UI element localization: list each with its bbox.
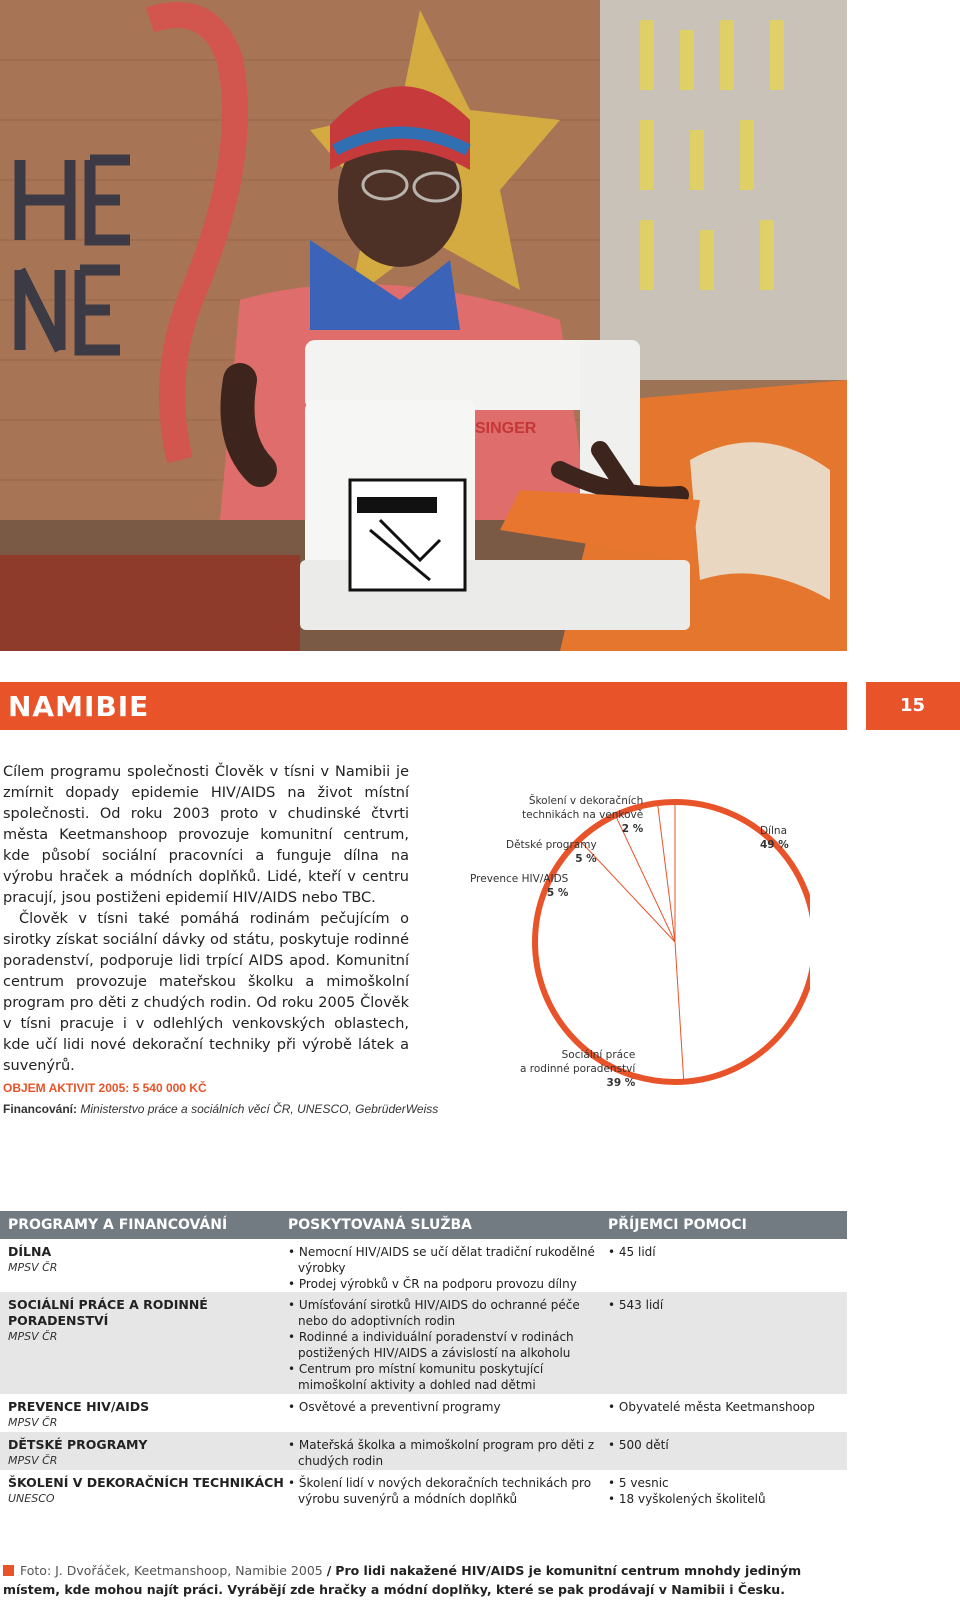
program-name: DÍLNA [8,1244,52,1259]
table-row [0,1432,847,1470]
intro-text [3,762,409,1077]
service-item: • Centrum pro místní komunitu poskytující mimoškolní aktivity a dohled nad dětmi [288,1362,544,1392]
header-recipients: PŘÍJEMCI POMOCI [608,1217,747,1233]
label-detske-line-1: Dětské programy [506,839,597,851]
label-prevence-line-1: Prevence HIV/AIDS [470,873,569,885]
label-prevence [470,872,568,900]
machine-brand-label: SINGER [475,420,537,437]
service-item: • Nemocní HIV/AIDS se učí dělat tradiční rukodělné výrobky [288,1245,595,1275]
funding-line [3,1102,438,1116]
label-socialni [520,1048,635,1090]
funding-label: Financování: [3,1102,78,1116]
caption-source: Foto: J. Dvořáček, Keetmanshoop, Namibie 2005 [20,1563,323,1578]
pie-slice-boundary [675,942,684,1082]
program-funder: MPSV ČR [8,1454,58,1467]
label-skoleni-line-2: technikách na venkově [522,809,644,821]
label-dilna [760,824,789,852]
label-skoleni [522,794,643,836]
recipient-item: • 45 lidí [608,1245,656,1259]
program-name: SOCIÁLNÍ PRÁCE A RODINNÉ PORADENSTVÍ [8,1297,208,1328]
label-dilna-value: 49 % [760,839,789,851]
activity-volume: OBJEM AKTIVIT 2005: 5 540 000 KČ [3,1081,207,1095]
label-skoleni-value: 2 % [621,823,644,835]
label-detske [506,838,597,866]
label-socialni-line-1: Sociální práce [561,1049,636,1061]
recipient-item: • 500 dětí [608,1438,669,1452]
intro-paragraph-2: Člověk v tísni také pomáhá rodinám pečujícím o sirotky získat sociální dávky od státu, poskytuje rodinné poradenství, podporuje lidi trpící AIDS apod. Komunitní centrum provozuje mateřskou školku a mimoškolní program pro děti z chudých rodin. Od roku 2005 Člověk v tísni pracuje i v odlehlých venkovských oblastech, kde učí lidi nové dekorační techniky při výrobě látek a suvenýrů. [3,911,409,1074]
label-prevence-value: 5 % [546,887,569,899]
table-header [0,1211,847,1239]
label-socialni-value: 39 % [606,1077,636,1089]
table-row [0,1470,847,1514]
label-dilna-line-1: Dílna [760,825,788,837]
service-item: • Školení lidí v nových dekoračních technikách pro výrobu suvenýrů a módních doplňků [288,1476,592,1506]
pie-slice-boundary [658,803,676,942]
hero-photo [0,0,847,651]
recipient-item: • Obyvatelé města Keetmanshoop [608,1400,815,1414]
table-row [0,1394,847,1432]
section-title: NAMIBIE [8,690,150,723]
service-item: • Mateřská školka a mimoškolní program pro děti z chudých rodin [288,1438,595,1468]
page-number: 15 [900,695,926,716]
program-funder: UNESCO [8,1492,55,1505]
service-item: • Prodej výrobků v ČR na podporu provozu dílny [288,1277,577,1291]
recipient-item: • 543 lidí [608,1298,664,1312]
table-row [0,1239,847,1292]
program-table [0,1211,847,1514]
recipient-item: • 5 vesnic [608,1476,669,1490]
label-skoleni-line-1: Školení v dekoračních [528,795,644,807]
header-services: POSKYTOVANÁ SLUŽBA [288,1217,472,1233]
program-name: PREVENCE HIV/AIDS [8,1399,150,1414]
header-programs: PROGRAMY A FINANCOVÁNÍ [8,1217,228,1233]
service-item: • Rodinné a individuální poradenství v rodinách postižených HIV/AIDS a závislostí na alkoholu [288,1330,574,1360]
section-title-bar [0,682,847,730]
label-socialni-line-2: a rodinné poradenství [520,1063,636,1075]
page-number-box [866,682,960,730]
table-row [0,1292,847,1394]
intro-paragraph-1: Cílem programu společnosti Člověk v tísni v Namibii je zmírnit dopady epidemie HIV/AIDS na život místní společnosti. Od roku 2003 proto v chudinské čtvrti města Keetmanshoop provozuje komunitní centrum, kde působí sociální pracovníci a funguje dílna na výrobu hraček a módních doplňků. Lidé, kteří v centru pracují, jsou postiženi epidemií HIV/AIDS nebo TBC. [3,764,409,906]
caption-text: Pro lidi nakažené HIV/AIDS je komunitní centrum mnohdy jediným místem, kde mohou najít práci. Vyrábějí zde hračky a módní doplňky, které se pak prodávají v Namibii i Česku. [3,1563,802,1597]
budget-pie-chart [470,780,810,1100]
recipient-item: • 18 vyškolených školitelů [608,1492,766,1506]
photo-caption [3,1561,843,1599]
service-item: • Umísťování sirotků HIV/AIDS do ochranné péče nebo do adoptivních rodin [288,1298,580,1328]
funding-text: Ministerstvo práce a sociálních věcí ČR, UNESCO, GebrüderWeiss [80,1102,439,1116]
caption-marker [3,1565,14,1576]
sewing-woman-illustration [0,0,847,651]
program-funder: MPSV ČR [8,1261,58,1274]
program-funder: MPSV ČR [8,1330,58,1343]
caption-separator: / [326,1563,332,1578]
program-name: ŠKOLENÍ V DEKORAČNÍCH TECHNIKÁCH [8,1475,284,1490]
program-name: DĚTSKÉ PROGRAMY [8,1437,148,1452]
service-item: • Osvětové a preventivní programy [288,1400,501,1414]
label-detske-value: 5 % [575,853,597,865]
program-funder: MPSV ČR [8,1416,58,1429]
organization-logo [350,480,465,590]
